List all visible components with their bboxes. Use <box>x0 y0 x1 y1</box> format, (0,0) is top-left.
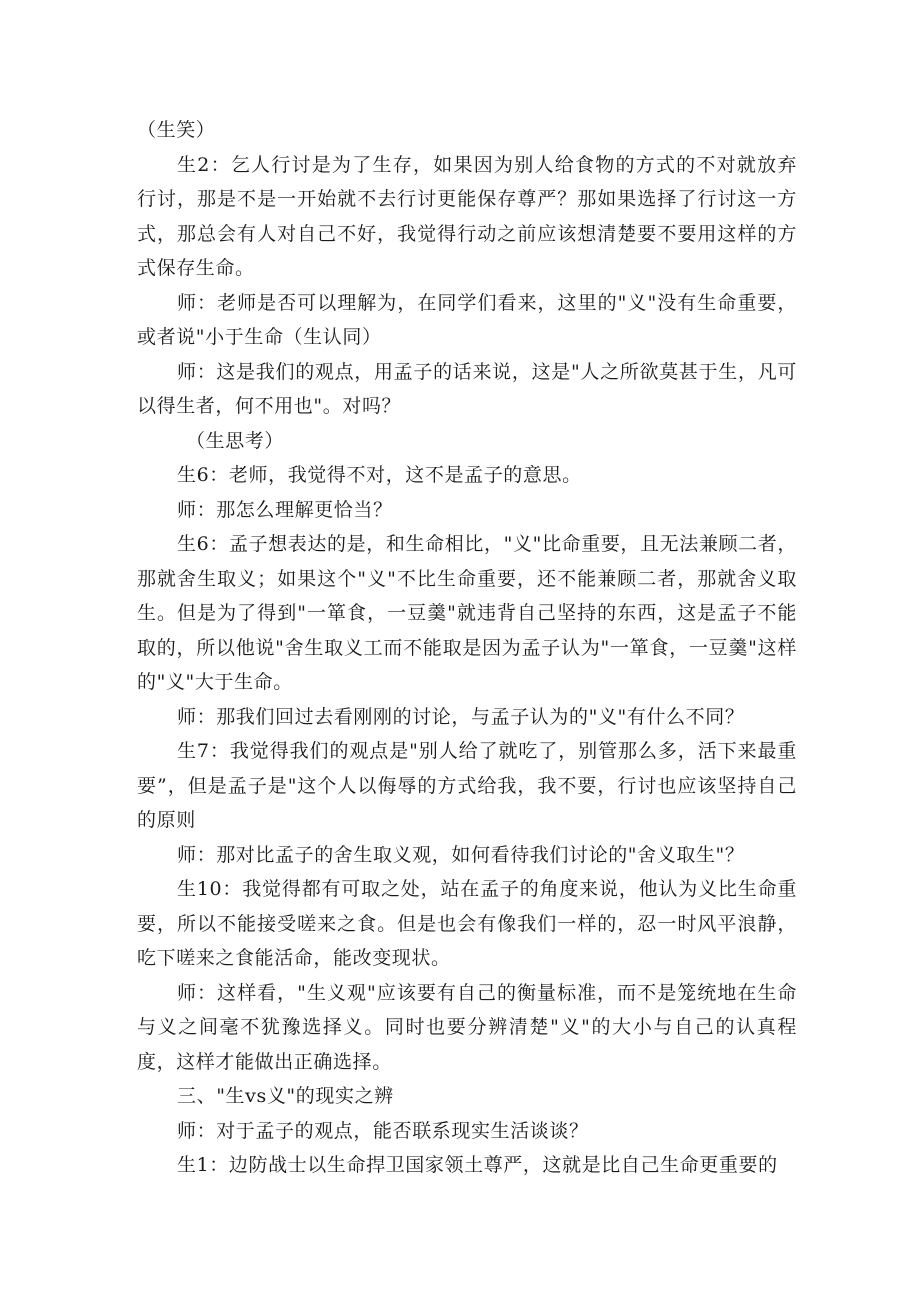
paragraph: 师：这是我们的观点，用孟子的话来说，这是"人之所欲莫甚于生，凡可以得生者，何不用也"。对吗？ <box>137 360 797 417</box>
paragraph: 生10：我觉得都有可取之处，站在孟子的角度来说，他认为义比生命重要，所以不能接受嗟来之食。但是也会有像我们一样的，忍一时风平浪静，吃下嗟来之食能活命，能改变现状。 <box>137 878 797 969</box>
paragraph: 师：那怎么理解更恰当？ <box>177 498 393 521</box>
paragraph: 师：对于孟子的观点，能否联系现实生活谈谈？ <box>177 1119 589 1142</box>
paragraph: 师：这样看，"生义观"应该要有自己的衡量标准，而不是笼统地在生命与义之间毫不犹豫选择义。同时也要分辨清楚"义"的大小与自己的认真程度，这样才能做出正确选择。 <box>137 981 797 1073</box>
paragraph: 生6：孟子想表达的是，和生命相比，"义"比命重要，且无法兼顾二者，那就舍生取义；如果这个"义"不比生命重要，还不能兼顾二者，那就舍义取生。但是为了得到"一箪食，一豆羹"就违背自己坚持的东西，这是孟子不能取的，所以他说"舍生取义工而不能取是因为孟子认为"一箪食，一豆羹"这样的"义"大于生命。 <box>137 533 797 693</box>
paragraph: 生6：老师，我觉得不对，这不是孟子的意思。 <box>177 464 582 486</box>
paragraph: 三、"生vs义"的现实之辨 <box>177 1085 394 1107</box>
paragraph: 师：那对比孟子的舍生取义观，如何看待我们讨论的"舍义取生"？ <box>177 843 745 866</box>
paragraph: 师：老师是否可以理解为，在同学们看来，这里的"义"没有生命重要，或者说"小于生命（生认同） <box>137 291 797 348</box>
paragraph: （生笑） <box>137 119 216 141</box>
paragraph: 生2：乞人行讨是为了生存，如果因为别人给食物的方式的不对就放弃行讨，那是不是一开始就不去行讨更能保存尊严？那如果选择了行讨这一方式，那总会有人对自己不好，我觉得行动之前应该想清楚要不要用这样的方式保存生命。 <box>137 153 797 279</box>
document-body <box>137 113 797 1183</box>
paragraph: 生1：边防战士以生命捍卫国家领土尊严，这就是比自己生命更重要的 <box>177 1154 778 1176</box>
paragraph: 师：那我们回过去看刚刚的讨论，与孟子认为的"义"有什么不同？ <box>177 705 745 728</box>
paragraph: （生思考） <box>186 429 285 452</box>
paragraph: 生7：我觉得我们的观点是"别人给了就吃了，别管那么多，活下来最重要”，但是孟子是"这个人以侮辱的方式给我，我不要，行讨也应该坚持自己的原则 <box>137 740 797 831</box>
